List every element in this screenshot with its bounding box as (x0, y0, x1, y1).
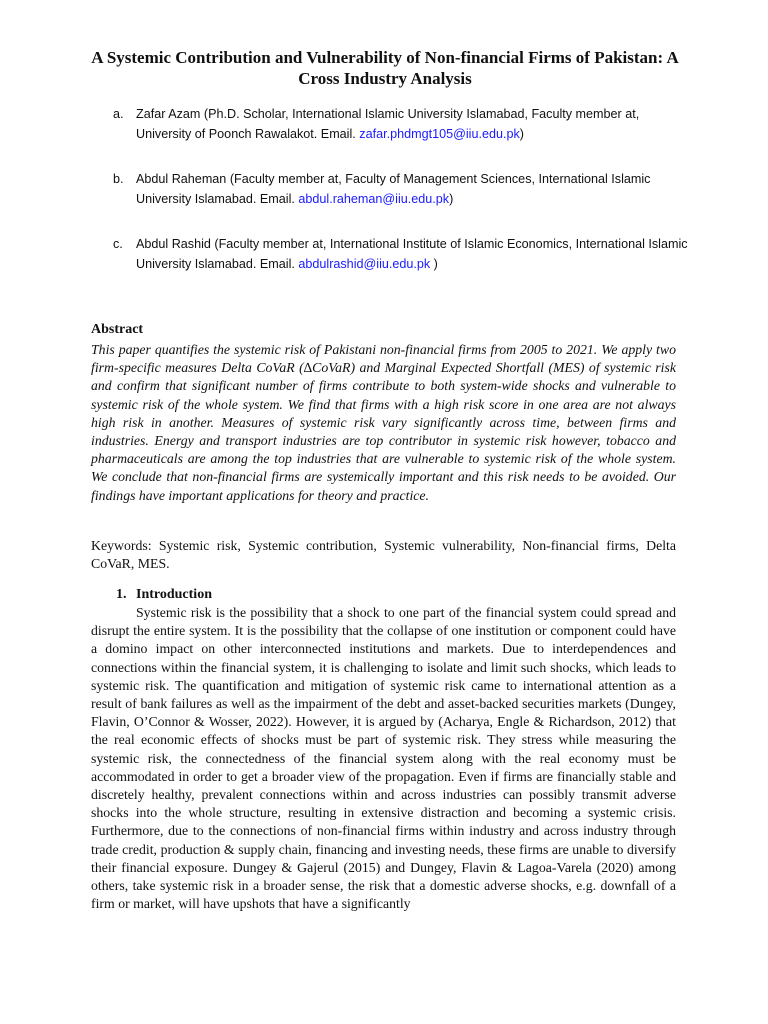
author-suffix: ) (430, 257, 438, 271)
abstract-body: This paper quantifies the systemic risk of Pakistani non-financial firms from 2005 to 2021. We apply two firm-specific measures Delta CoVaR (∆CoVaR) and Marginal Expected Shortfall (MES) of systemic risk and confirm that significant number of firms contribute to both system-wide shocks and vulnerable to systemic risk of the whole system. We find that firms with a high risk score in one area are not always high risk in another. Measures of systemic risk vary significantly across time, between firms and industries. Energy and transport industries are top contributor in systemic risk however, tobacco and pharmaceuticals are among the top industries that are vulnerable to systemic risk of the whole system. We conclude that non-financial firms are systemically important and this risk needs to be avoided. Our findings have important applications for theory and practice. (91, 342, 676, 503)
section-number: 1. (116, 587, 127, 602)
author-marker: a. (113, 107, 124, 121)
author-marker: c. (113, 237, 123, 251)
author-item (108, 234, 698, 274)
author-email-link[interactable]: abdulrashid@iiu.edu.pk (298, 257, 431, 271)
author-affiliation: Abdul Raheman (Faculty member at, Faculty of Management Sciences, International Islamic University Islamabad. Email. (136, 172, 651, 206)
author-email-link[interactable]: zafar.phdmgt105@iiu.edu.pk (359, 127, 520, 141)
introduction-body: Systemic risk is the possibility that a shock to one part of the financial system could spread and disrupt the entire system. It is the possibility that the collapse of one institution or component could have a domino impact on other interconnected institutions and markets. Due to interdependences and connections within the financial system, it is challenging to isolate and limit such shocks, which leads to systemic risk. The quantification and mitigation of systemic risk came to international attention as a result of bank failures as well as the impairment of the debt and asset-backed securities markets (Dungey, Flavin, O’Connor & Wosser, 2022). However, it is argued by (Acharya, Engle & Richardson, 2012) that the real economic effects of shocks must be part of systemic risk. They stress while measuring the systemic risk, the connectedness of the financial system along with the real economy must be accommodated in order to get a broader view of the propagation. Even if firms are financially stable and discretely healthy, prevalent connections within and across industries can possibly transmit adverse shocks into the whole structure, resulting in extensive distraction and becoming a systemic crisis. Furthermore, due to the connections of non-financial firms within industry and across industry through trade credit, production & supply chain, financing and investing needs, these firms are unable to diversify their financial exposure. Dungey & Gajerul (2015) and Dungey, Flavin & Lagoa-Varela (2020) among others, take systemic risk in a broader sense, the risk that a domestic adverse shocks, e.g. downfall of a firm or market, will have upshots that have a significantly (91, 605, 676, 912)
keywords: Keywords: Systemic risk, Systemic contribution, Systemic vulnerability, Non-financial firms, Delta CoVaR, MES. (91, 538, 676, 572)
author-item (108, 169, 698, 209)
section-title: Introduction (136, 587, 212, 602)
paper-title: A Systemic Contribution and Vulnerability of Non-financial Firms of Pakistan: A Cross Industry Analysis (91, 48, 679, 88)
author-affiliation: Zafar Azam (Ph.D. Scholar, International Islamic University Islamabad, Faculty member at, University of Poonch Rawalakot. Email. (136, 107, 640, 141)
author-email-link[interactable]: abdul.raheman@iiu.edu.pk (298, 192, 450, 206)
author-suffix: ) (449, 192, 454, 206)
author-marker: b. (113, 172, 124, 186)
author-list (108, 104, 698, 299)
author-affiliation: Abdul Rashid (Faculty member at, International Institute of Islamic Economics, International Islamic University Islamabad. Email. (136, 237, 688, 271)
author-suffix: ) (519, 127, 524, 141)
section-heading-introduction (116, 586, 212, 604)
abstract-heading: Abstract (91, 322, 144, 337)
author-item (108, 104, 698, 144)
